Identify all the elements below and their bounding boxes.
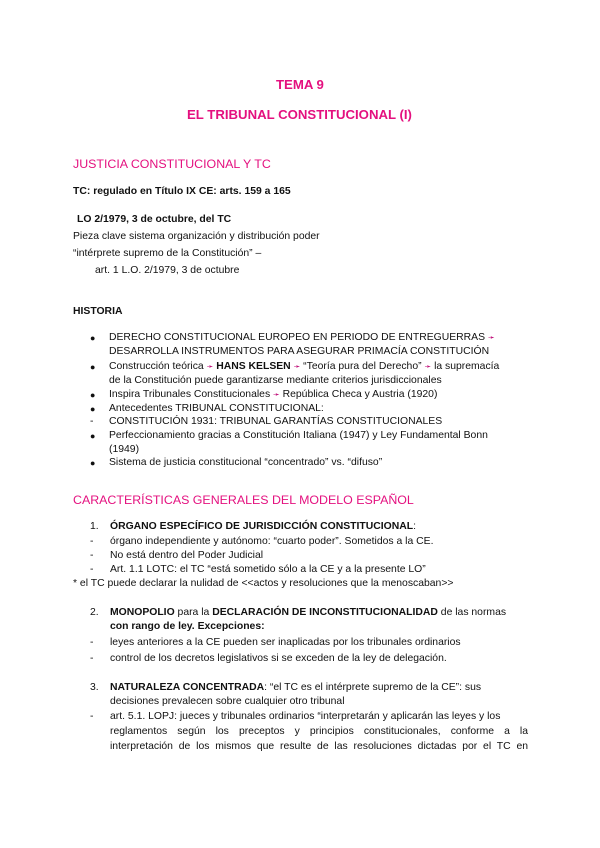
arrow-icon: ➛ bbox=[293, 362, 301, 371]
numbered-item-number: 1. bbox=[90, 521, 99, 532]
section-heading-historia: HISTORIA bbox=[73, 306, 123, 317]
numbered-item-number: 3. bbox=[90, 682, 99, 693]
arrow-icon: ➛ bbox=[424, 362, 432, 371]
arrow-icon: ➛ bbox=[206, 362, 214, 371]
numbered-item-number: 2. bbox=[90, 607, 99, 618]
title-part: NATURALEZA CONCENTRADA bbox=[110, 682, 265, 693]
list-item: Antecedentes TRIBUNAL CONSTITUCIONAL: bbox=[109, 403, 324, 414]
list-item-text: “Teoría pura del Derecho” bbox=[303, 361, 422, 372]
list-item-text: DERECHO CONSTITUCIONAL EUROPEO EN PERIODO DE ENTREGUERRAS bbox=[109, 332, 486, 343]
numbered-item-title bbox=[110, 682, 481, 693]
list-dash: - bbox=[90, 653, 94, 664]
bullet-dot: ● bbox=[90, 404, 96, 414]
numbered-item-title bbox=[110, 521, 416, 532]
bullet-dot: ● bbox=[90, 458, 96, 468]
numbered-item-title-continuation: decisiones prevalecen sobre cualquier otro tribunal bbox=[110, 696, 345, 707]
list-item-text: la supremacía bbox=[434, 361, 500, 372]
bullet-dot: ● bbox=[90, 333, 96, 343]
list-item bbox=[109, 332, 495, 343]
title-part: DECLARACIÓN DE INCONSTITUCIONALIDAD bbox=[212, 607, 438, 618]
regulated-line: TC: regulado en Título IX CE: arts. 159 a 165 bbox=[73, 186, 291, 197]
list-item-text: Construcción teórica bbox=[109, 361, 204, 372]
lo-line: LO 2/1979, 3 de octubre, del TC bbox=[77, 214, 232, 225]
list-item bbox=[109, 389, 437, 400]
title-part: MONOPOLIO bbox=[110, 607, 175, 618]
numbered-item-title bbox=[110, 607, 506, 618]
numbered-item-colon: : bbox=[413, 521, 416, 532]
doc-title: EL TRIBUNAL CONSTITUCIONAL (I) bbox=[187, 107, 412, 122]
list-item: No está dentro del Poder Judicial bbox=[110, 550, 264, 561]
list-item: control de los decretos legislativos si se exceden de la ley de delegación. bbox=[110, 653, 447, 664]
list-dash: - bbox=[90, 536, 94, 547]
text-line: “intérprete supremo de la Constitución” – bbox=[73, 248, 262, 259]
arrow-icon: ➛ bbox=[273, 390, 280, 399]
list-dash: - bbox=[90, 711, 94, 722]
numbered-item-title-text: ÓRGANO ESPECÍFICO DE JURISDICCIÓN CONSTITUCIONAL bbox=[110, 521, 414, 532]
list-item: Perfeccionamiento gracias a Constitución Italiana (1947) y Ley Fundamental Bonn bbox=[109, 430, 488, 441]
list-item: CONSTITUCIÓN 1931: TRIBUNAL GARANTÍAS CONSTITUCIONALES bbox=[109, 416, 443, 427]
arrow-icon: ➛ bbox=[487, 333, 495, 342]
list-dash: - bbox=[90, 550, 94, 561]
list-item: Art. 1.1 LOTC: el TC “está sometido sólo a la CE y a la presente LO” bbox=[110, 564, 426, 575]
doc-tema-number: TEMA 9 bbox=[276, 77, 324, 92]
title-part: : “el TC es el intérprete supremo de la CE”: sus bbox=[264, 682, 482, 693]
list-item-continuation: DESARROLLA INSTRUMENTOS PARA ASEGURAR PRIMACÍA CONSTITUCIÓN bbox=[109, 346, 490, 357]
list-dash: - bbox=[90, 564, 94, 575]
list-item: órgano independiente y autónomo: “cuarto poder”. Sometidos a la CE. bbox=[110, 536, 434, 547]
bullet-dot: ● bbox=[90, 390, 96, 400]
numbered-item-title-continuation: con rango de ley. Excepciones: bbox=[110, 621, 265, 632]
list-item-text: Inspira Tribunales Constitucionales bbox=[109, 389, 271, 400]
list-item-continuation: reglamentos según los preceptos y principios constitucionales, conforme a la bbox=[110, 726, 528, 737]
title-part: para la bbox=[174, 607, 213, 618]
list-item: art. 5.1. LOPJ: jueces y tribunales ordinarios “interpretarán y aplicarán las leyes y los bbox=[110, 711, 501, 722]
list-item: leyes anteriores a la CE pueden ser inaplicadas por los tribunales ordinarios bbox=[110, 637, 461, 648]
list-item-continuation: de la Constitución puede garantizarse mediante criterios jurisdiccionales bbox=[109, 375, 442, 386]
title-part: de las normas bbox=[437, 607, 507, 618]
text-line: art. 1 L.O. 2/1979, 3 de octubre bbox=[95, 265, 240, 276]
list-item: Sistema de justicia constitucional “concentrado” vs. “difuso” bbox=[109, 457, 383, 468]
list-item-continuation: interpretación de los mismos que resulte de las resoluciones dictadas por el TC en bbox=[110, 741, 528, 752]
bullet-dot: ● bbox=[90, 362, 96, 372]
list-item-text: República Checa y Austria (1920) bbox=[282, 389, 438, 400]
list-item-text: HANS KELSEN bbox=[216, 361, 291, 372]
section-heading-caracteristicas: CARACTERÍSTICAS GENERALES DEL MODELO ESPAÑOL bbox=[73, 493, 414, 507]
list-item-continuation: (1949) bbox=[109, 444, 140, 455]
note-line: * el TC puede declarar la nulidad de <<actos y resoluciones que la menoscaban>> bbox=[73, 578, 454, 589]
list-dash: - bbox=[90, 416, 94, 427]
section-heading-justicia: JUSTICIA CONSTITUCIONAL Y TC bbox=[73, 157, 271, 171]
list-dash: - bbox=[90, 637, 94, 648]
bullet-dot: ● bbox=[90, 431, 96, 441]
text-line: Pieza clave sistema organización y distribución poder bbox=[73, 231, 320, 242]
list-item bbox=[109, 361, 499, 372]
